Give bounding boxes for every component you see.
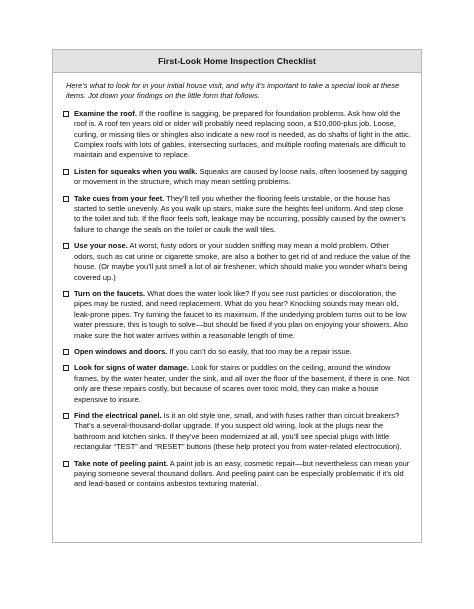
item-body: Squeaks are caused by loose nails, often loosened by sagging or movement in the structure, which may mean settling problems.	[74, 166, 408, 187]
item-heading: Examine the roof.	[74, 108, 137, 118]
item-body: Look for stains or puddles on the ceiling, around the window frames, by the water heater, under the sink, and all over the floor of the basement, if there is one. Not only are these repairs costly, but because of scares over toxic mold, they can make a house expensive to insure.	[74, 363, 410, 404]
checklist-item-feet	[63, 194, 411, 236]
item-body: If you can’t do so easily, that too may be a repair issue.	[167, 346, 352, 356]
checkbox-icon[interactable]	[63, 365, 69, 371]
checklist-item-faucets	[63, 289, 411, 341]
checklist-item-paint	[63, 459, 411, 490]
checklist-item-water-damage	[63, 363, 411, 405]
item-body: They’ll tell you whether the flooring feels unstable, or the house has started to settle unevenly. As you walk up stairs, make sure the heights feel uniform. And step close to the toilet and tub. If the floor feels soft, leakage may be occurring, possibly caused by the owner’s failure to change the seals on the toilet or caulk the wall tiles.	[74, 193, 406, 234]
item-text	[74, 109, 411, 161]
item-text	[74, 194, 411, 236]
item-heading: Take note of peeling paint.	[74, 458, 169, 468]
item-text	[74, 289, 411, 341]
item-text	[74, 459, 411, 490]
checklist-card	[52, 49, 422, 543]
checkbox-icon[interactable]	[63, 413, 69, 419]
checkbox-icon[interactable]	[63, 291, 69, 297]
item-heading: Listen for squeaks when you walk.	[74, 166, 198, 176]
item-heading: Turn on the faucets.	[74, 288, 146, 298]
item-body: What does the water look like? If you see rust particles or discoloration, the pipes may be rusted, and need replacement. What do you hear? Knocking sounds may mean old, leak-prone pipes. Try turning the faucet to its maximum. If the underlying problem turns out to be low water pressure, this is tough to solve—but should be fixed if you plan on enjoying your showers. Also make sure the hot water arrives within a reasonable length of time.	[74, 288, 408, 340]
intro-text: Here’s what to look for in your initial house visit, and why it’s important to take a special look at these items. Jot down your findings on the little form that follows.	[66, 81, 400, 101]
item-body: Is it an old style one, small, and with fuses rather than circuit breakers? That’s a several-thousand-dollar upgrade. If you suspect old wiring, look at the plugs near the bathroom and kitchen sinks. If they’ve been modernized at all, you’ll see special plugs with little rectangular “TEST” and “RESET” buttons (these help protect you from water-related electrocution).	[74, 410, 402, 452]
item-body: If the roofline is sagging, be prepared for foundation problems. Ask how old the roof is. A roof ten years old or older will probably need replacing soon, a $10,000-plus job. Loose, curling, or missing tiles or shingles also indicate a new roof is needed, as do shafts of light in the attic. Complex roofs with lots of gables, intersecting surfaces, and multiple roofing materials are difficult to maintain and expensive to replace.	[74, 108, 411, 160]
item-text	[74, 167, 411, 188]
item-text	[74, 411, 411, 453]
item-heading: Find the electrical panel.	[74, 410, 162, 420]
item-body: At worst, fusty odors or your sudden sniffing may mean a mold problem. Other odors, such as cat urine or cigarette smoke, are also a bother to get rid of and reduce the value of the house. (Or maybe you’ll just smell a lot of air freshener, which should make you wonder what’s being covered up.)	[74, 241, 411, 282]
checklist-item-windows	[63, 347, 411, 357]
item-text	[74, 347, 411, 357]
checkbox-icon[interactable]	[63, 169, 69, 175]
item-heading: Open windows and doors.	[74, 346, 168, 356]
checkbox-icon[interactable]	[63, 349, 69, 355]
checkbox-icon[interactable]	[63, 243, 69, 249]
item-heading: Use your nose.	[74, 241, 128, 251]
checklist-item-squeaks	[63, 167, 411, 188]
item-text	[74, 363, 411, 405]
item-heading: Take cues from your feet.	[74, 193, 165, 203]
item-text	[74, 241, 411, 283]
checklist-content	[53, 73, 421, 490]
item-body: A paint job is an easy, cosmetic repair—but nevertheless can mean your paying someone several thousand dollars. And peeling paint can be especially problematic if it’s old and lead-based or contains asbestos texturing material.	[74, 458, 410, 489]
checklist-title: First-Look Home Inspection Checklist	[53, 50, 421, 73]
checklist-item-electrical	[63, 411, 411, 453]
checkbox-icon[interactable]	[63, 196, 69, 202]
checkbox-icon[interactable]	[63, 461, 69, 467]
checklist-item-roof	[63, 109, 411, 161]
item-heading: Look for signs of water damage.	[74, 363, 190, 373]
checkbox-icon[interactable]	[63, 111, 69, 117]
checklist-item-nose	[63, 241, 411, 283]
